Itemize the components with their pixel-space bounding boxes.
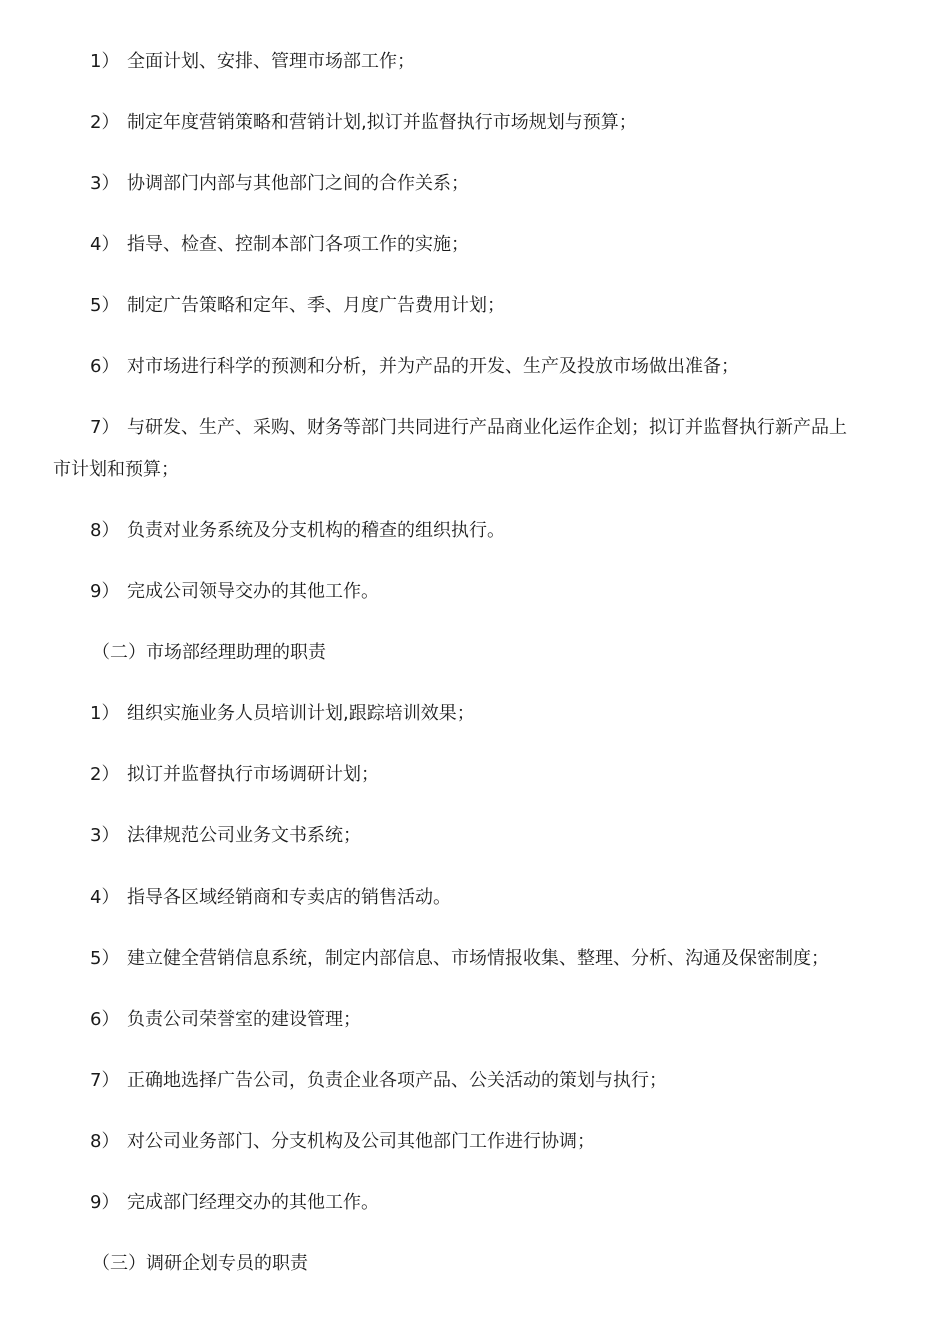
item-number: 9） bbox=[90, 1192, 120, 1213]
item-text: 组织实施业务人员培训计划,跟踪培训效果； bbox=[127, 703, 475, 724]
list-item bbox=[90, 416, 847, 440]
item-number: 1） bbox=[90, 703, 120, 724]
item-text: 完成部门经理交办的其他工作。 bbox=[127, 1192, 379, 1213]
list-item-continuation: 市计划和预算； bbox=[53, 459, 179, 480]
list-item bbox=[90, 702, 475, 726]
item-text: 建立健全营销信息系统，制定内部信息、市场情报收集、整理、分析、沟通及保密制度； bbox=[127, 948, 829, 969]
item-text: 负责对业务系统及分支机构的稽查的组织执行。 bbox=[127, 520, 505, 541]
item-text: 协调部门内部与其他部门之间的合作关系； bbox=[127, 173, 469, 194]
item-number: 6） bbox=[90, 356, 120, 377]
section-heading: （三）调研企划专员的职责 bbox=[92, 1253, 308, 1274]
list-item bbox=[90, 580, 379, 604]
list-item bbox=[90, 50, 415, 74]
list-item bbox=[90, 233, 469, 257]
item-number: 8） bbox=[90, 1131, 120, 1152]
item-number: 2） bbox=[90, 764, 120, 785]
item-text: 完成公司领导交办的其他工作。 bbox=[127, 581, 379, 602]
item-text: 拟订并监督执行市场调研计划； bbox=[127, 764, 379, 785]
item-text: 制定年度营销策略和营销计划,拟订并监督执行市场规划与预算； bbox=[127, 112, 637, 133]
list-item bbox=[90, 355, 739, 379]
item-text: 负责公司荣誉室的建设管理； bbox=[127, 1009, 361, 1030]
item-number: 5） bbox=[90, 948, 120, 969]
list-item bbox=[90, 886, 451, 910]
item-text: 对公司业务部门、分支机构及公司其他部门工作进行协调； bbox=[127, 1131, 595, 1152]
item-number: 3） bbox=[90, 825, 120, 846]
item-number: 4） bbox=[90, 887, 120, 908]
list-item bbox=[90, 763, 379, 787]
list-item bbox=[90, 947, 829, 971]
item-number: 9） bbox=[90, 581, 120, 602]
item-text: 全面计划、安排、管理市场部工作； bbox=[127, 51, 415, 72]
list-item bbox=[90, 1191, 379, 1215]
item-number: 1） bbox=[90, 51, 120, 72]
item-text: 与研发、生产、采购、财务等部门共同进行产品商业化运作企划；拟订并监督执行新产品上 bbox=[127, 417, 847, 438]
item-number: 3） bbox=[90, 173, 120, 194]
list-item bbox=[90, 1069, 667, 1093]
item-text: 法律规范公司业务文书系统； bbox=[127, 825, 361, 846]
item-text: 制定广告策略和定年、季、月度广告费用计划； bbox=[127, 295, 505, 316]
list-item bbox=[90, 111, 637, 135]
list-item bbox=[90, 172, 469, 196]
item-number: 5） bbox=[90, 295, 120, 316]
item-number: 4） bbox=[90, 234, 120, 255]
list-item bbox=[90, 1130, 595, 1154]
list-item bbox=[90, 294, 505, 318]
item-number: 7） bbox=[90, 1070, 120, 1091]
section-heading: （二）市场部经理助理的职责 bbox=[92, 642, 326, 663]
item-text: 对市场进行科学的预测和分析，并为产品的开发、生产及投放市场做出准备； bbox=[127, 356, 739, 377]
item-number: 6） bbox=[90, 1009, 120, 1030]
item-text: 正确地选择广告公司，负责企业各项产品、公关活动的策划与执行； bbox=[127, 1070, 667, 1091]
list-item bbox=[90, 824, 361, 848]
item-text: 指导、检查、控制本部门各项工作的实施； bbox=[127, 234, 469, 255]
item-number: 2） bbox=[90, 112, 120, 133]
list-item bbox=[90, 519, 505, 543]
item-number: 8） bbox=[90, 520, 120, 541]
list-item bbox=[90, 1008, 361, 1032]
item-text: 指导各区域经销商和专卖店的销售活动。 bbox=[127, 887, 451, 908]
item-number: 7） bbox=[90, 417, 120, 438]
